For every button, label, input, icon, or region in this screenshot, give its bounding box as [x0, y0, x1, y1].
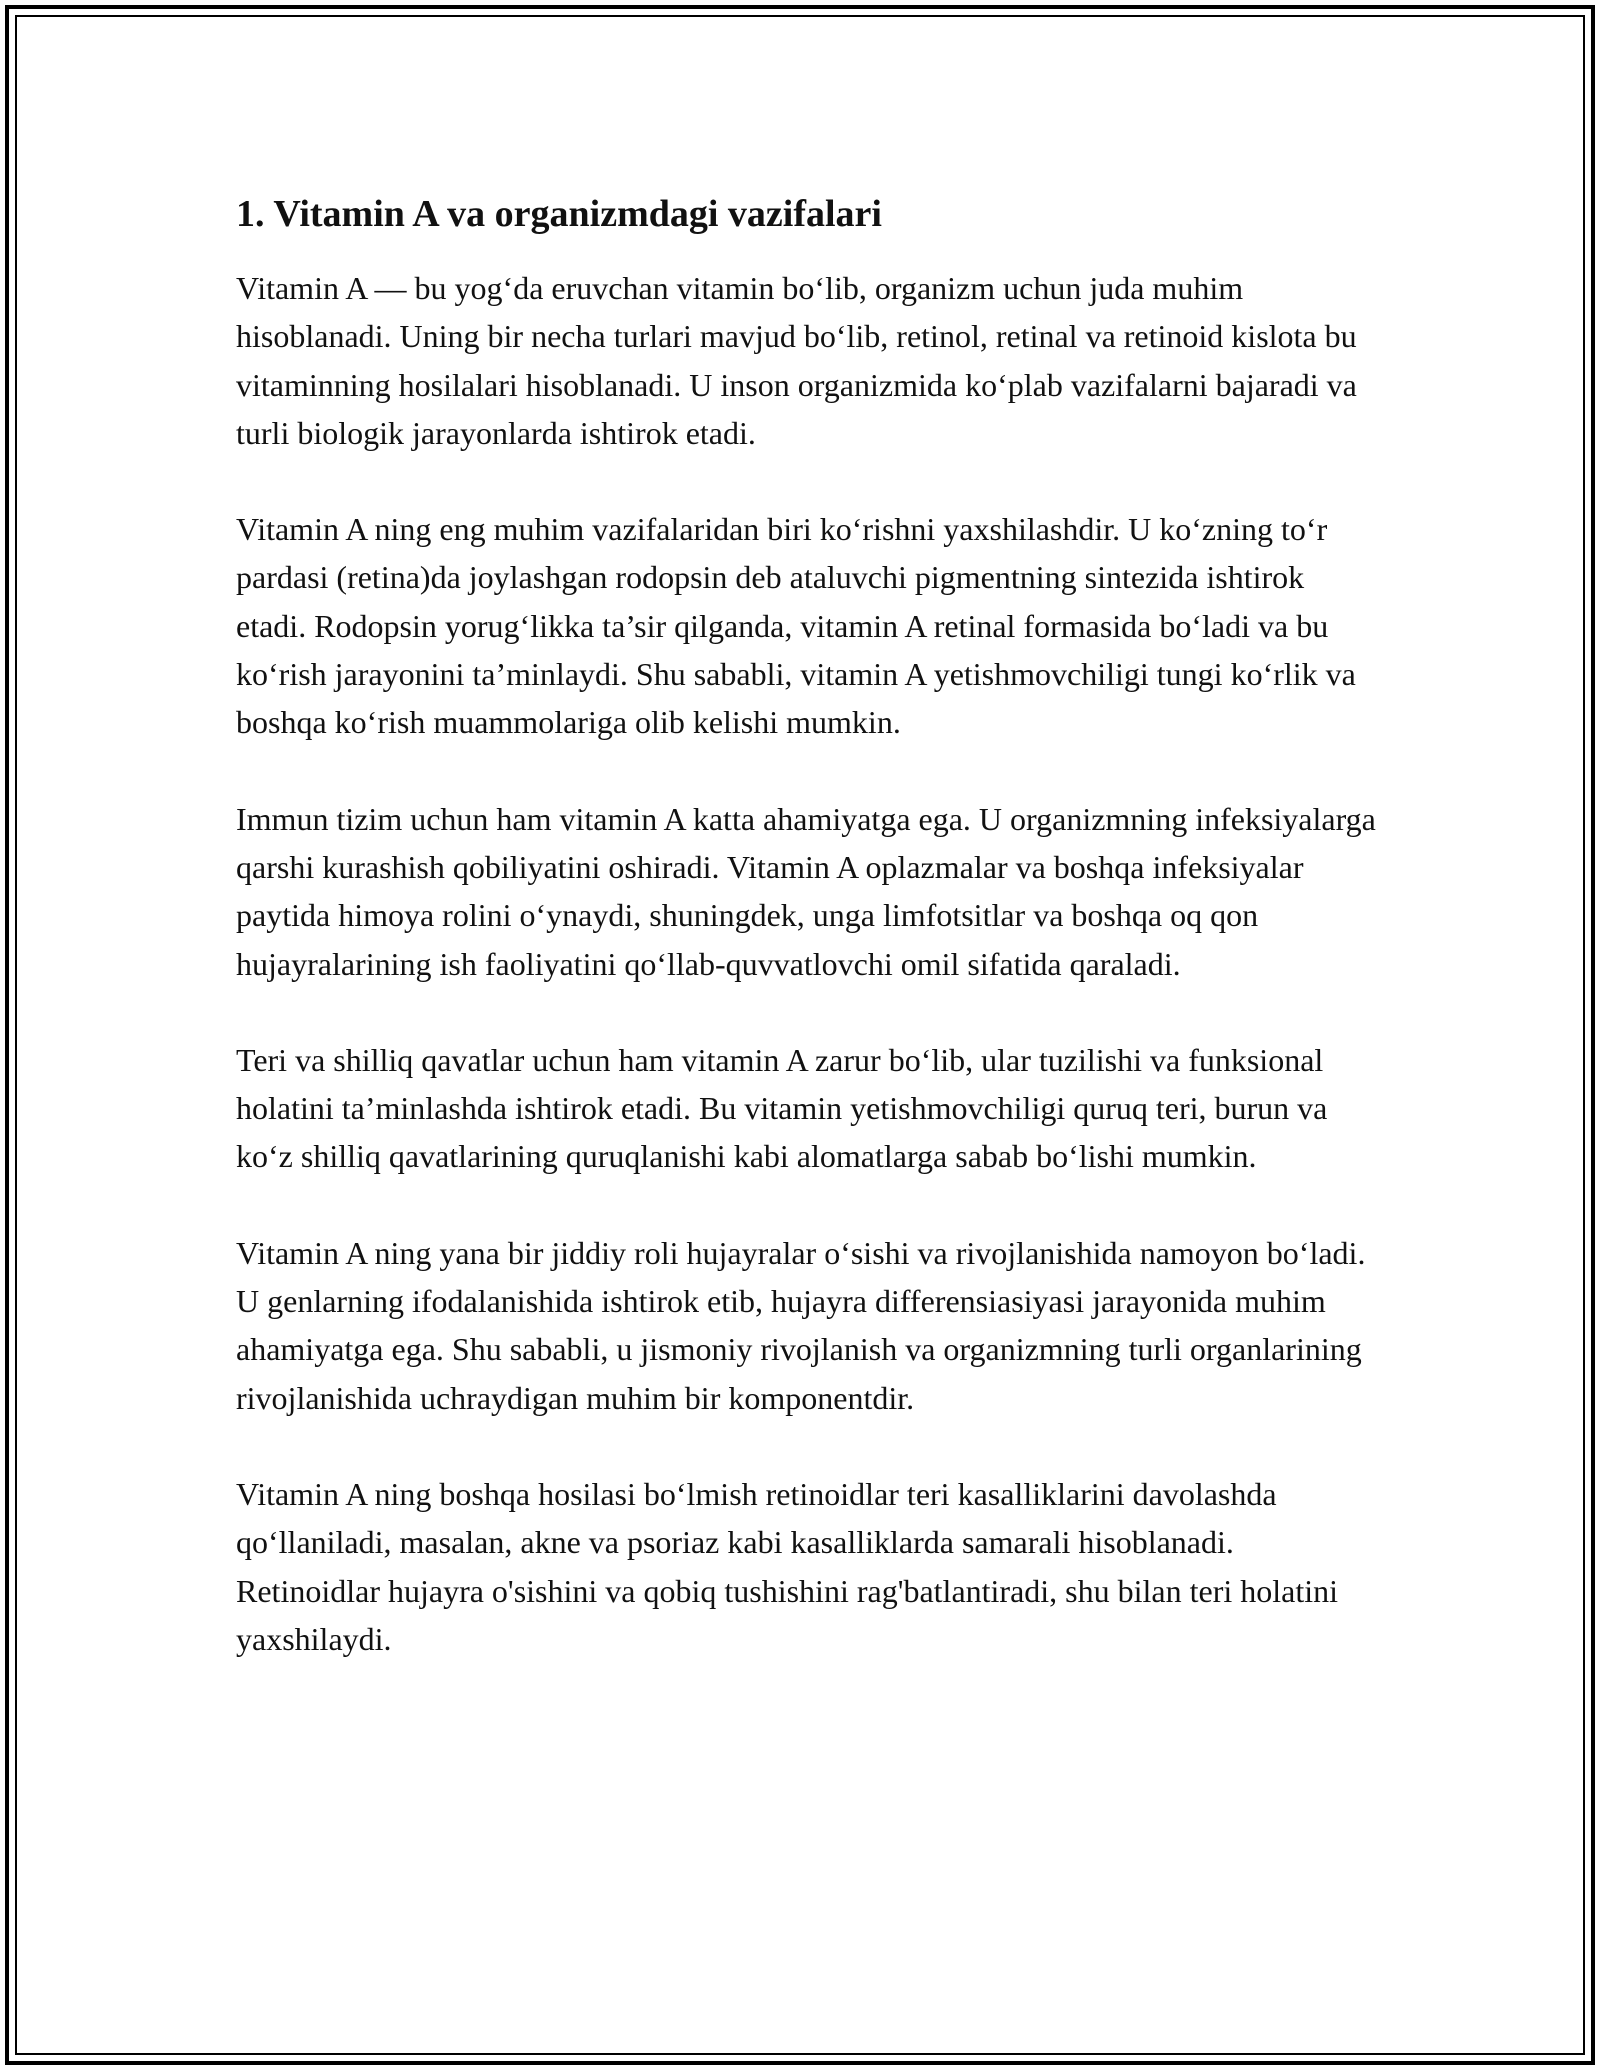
paragraph-skin: Teri va shilliq qavatlar uchun ham vitamin A zarur bo‘lib, ular tuzilishi va funksional holatini ta’minlashda ishtirok etadi. Bu vitamin yetishmovchiligi quruq teri, burun va ko‘z shilliq qavatlarining quruqlanishi kabi alomatlarga sabab bo‘lishi mumkin. [236, 1041, 1328, 1175]
paragraph-immune: Immun tizim uchun ham vitamin A katta ahamiyatga ega. U organizmning infeksiyalarga qarshi kurashish qobiliyatini oshiradi. Vitamin A oplazmalar va boshqa infeksiyalar paytida himoya rolini o‘ynaydi, shuningdek, unga limfotsitlar va boshqa oq qon hujayralarining ish faoliyatini qo‘llab-quvvatlovchi omil sifatida qaraladi. [236, 800, 1376, 982]
paragraph-retinoids: Vitamin A ning boshqa hosilasi bo‘lmish retinoidlar teri kasalliklarini davolashda qo‘llaniladi, masalan, akne va psoriaz kabi kasalliklarda samarali hisoblanadi. Retinoidlar hujayra o'sishini va qobiq tushishini rag'batlantiradi, shu bilan teri holatini yaxshilaydi. [236, 1475, 1339, 1657]
paragraph-vision: Vitamin A ning eng muhim vazifalaridan biri ko‘rishni yaxshilashdir. U ko‘zning to‘r pardasi (retina)da joylashgan rodopsin deb ataluvchi pigmentning sintezida ishtirok etadi. Rodopsin yorug‘likka ta’sir qilganda, vitamin A retinal formasida bo‘ladi va bu ko‘rish jarayonini ta’minlaydi. Shu sababli, vitamin A yetishmovchiligi tungi ko‘rlik va boshqa ko‘rish muammolariga olib kelishi mumkin. [236, 511, 1356, 741]
paragraph-intro: Vitamin A — bu yog‘da eruvchan vitamin bo‘lib, organizm uchun juda muhim hisoblanadi. Uning bir necha turlari mavjud bo‘lib, retinol, retinal va retinoid kislota bu vitaminning hosilalari hisoblanadi. U inson organizmida ko‘plab vazifalarni bajaradi va turli biologik jarayonlarda ishtirok etadi. [236, 270, 1357, 451]
document-body [236, 186, 1376, 1711]
paragraph-growth: Vitamin A ning yana bir jiddiy roli hujayralar o‘sishi va rivojlanishida namoyon bo‘ladi. U genlarning ifodalanishida ishtirok etib, hujayra differensiasiyasi jarayonida muhim ahamiyatga ega. Shu sababli, u jismoniy rivojlanish va organizmning turli organlarining rivojlanishida uchraydigan muhim bir komponentdir. [236, 1234, 1366, 1416]
section-heading: 1. Vitamin A va organizmdagi vazifalari [236, 193, 882, 235]
